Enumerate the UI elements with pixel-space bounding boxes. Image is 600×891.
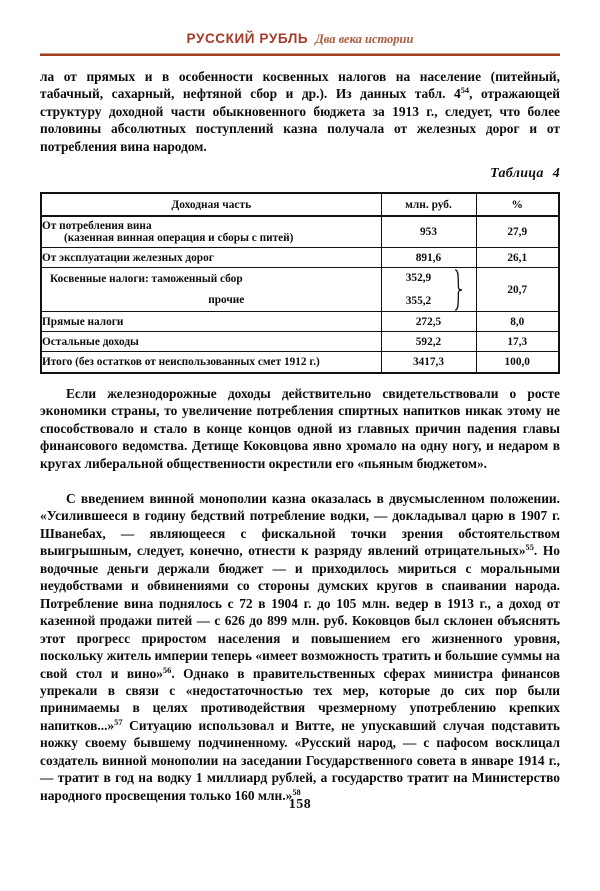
- row-value-total: 3417,3: [381, 352, 476, 374]
- row-value-direct-taxes: 272,5: [381, 312, 476, 332]
- table-row: [41, 332, 559, 352]
- paragraph-3-text-c: . Однако в правительственных сферах министра финансов упрекали в связи с «недостаточностью тех мер, которые до сих пор были принимаемы в целях противодействия чрезмерному употреблению крепких напитков...»: [40, 665, 560, 733]
- row-percent-direct-taxes: 8,0: [476, 312, 559, 332]
- row-label-other-income: Остальные доходы: [41, 332, 381, 352]
- paragraph-3-text-a: С введением винной монополии казна оказалась в двусмысленном положении. «Усилившееся в годину бедствий потребление водки, — докладывал царю в 1907 г. Шванебах, — являющееся с фискальной точки зрения обстоятельством выигрышным, следует, конечно, отнести к разряду явлений отрицательных»: [40, 491, 560, 559]
- revenue-table: [40, 192, 560, 374]
- footnote-ref-57: 57: [114, 717, 123, 727]
- paragraph-block-1: [40, 68, 560, 155]
- table-caption-number: 4: [552, 166, 560, 181]
- table-row-total: [41, 352, 559, 374]
- row-label-wine: [41, 216, 381, 248]
- row-label-railways: От эксплуатации железных дорог: [41, 248, 381, 268]
- curly-brace-icon: [454, 269, 464, 311]
- table-header-row: [41, 193, 559, 216]
- table-row: [41, 312, 559, 332]
- row-percent-railways: 26,1: [476, 248, 559, 268]
- table-caption-word: Таблица: [490, 166, 544, 181]
- row-values-indirect-taxes: [381, 268, 476, 312]
- paragraph-1: [40, 68, 560, 155]
- row-label-line1: От потребления вина: [42, 220, 152, 232]
- paragraph-block-2: [40, 385, 560, 472]
- paragraph-3-text-d: Ситуацию использовал и Витте, не упускавший случая подставить ножку своему бывшему подчиненному. «Русский народ, — с пафосом восклицал создатель винной монополии на заседании Государственного совета в январе 1914 г., — тратит в год на водку 1 миллиард рублей, а государство тратит на Министерство народного просвещения только 160 млн.»: [40, 717, 560, 803]
- footnote-ref-54: 54: [460, 86, 470, 96]
- row-label-direct-taxes: Прямые налоги: [41, 312, 381, 332]
- footnote-ref-55: 55: [525, 543, 534, 553]
- row-label-line2: (казенная винная операция и сборы с питей): [64, 232, 294, 244]
- paragraph-2: Если железнодорожные доходы действительно свидетельствовали о росте экономики страны, то увеличение потребления спиртных напитков никак этому не способствовало и стало в конце концов одной из главных причин падения главы финансового ведомства. Детище Коковцова явно хромало на одну ногу, и недаром в кругах либеральной общественности окрестили его «пьяным бюджетом».: [40, 386, 560, 471]
- row-label-total: Итого (без остатков от неиспользованных смет 1912 г.): [41, 352, 381, 374]
- paragraph-1-text-b: , отражающей структуру доходной части обыкновенного бюджета за 1913 г., следует, что более половины абсолютных поступлений казна получала от железных дорог и от потребления вина народом.: [40, 86, 561, 154]
- running-head-rule: [40, 53, 560, 56]
- row-label-indirect-taxes: [41, 268, 381, 312]
- row-value-other-indirect: 355,2: [405, 295, 432, 307]
- paragraph-3-text-b: . Но водочные деньги держали бюджет — и приходилось мириться с моральными неудобствами и обвинениями со стороны думских кругов в спаивании народа. Потребление вина поднялось с 72 в 1904 г. до 105 млн. ведер в 1913 г., а доход от казенной продажи питей — с 626 до 899 млн. руб. Коковцов был склонен объяснять этот прогресс приростом населения и повышением его жизненного уровня, поскольку житель империи теперь «имеет возможность тратить и большие суммы на свой стол и вино»: [40, 543, 560, 681]
- row-percent-indirect-taxes: 20,7: [476, 268, 559, 312]
- row-value-other-income: 592,2: [381, 332, 476, 352]
- paragraph-3: [40, 490, 560, 804]
- table-row: [41, 248, 559, 268]
- table-body: [41, 216, 559, 373]
- table-head: [41, 193, 559, 216]
- row-value-railways: 891,6: [381, 248, 476, 268]
- table-caption: [490, 166, 560, 182]
- column-header-value: млн. руб.: [381, 193, 476, 216]
- running-head-subtitle: Два века истории: [315, 32, 414, 46]
- paragraph-block-3: [40, 490, 560, 804]
- footnote-ref-58: 58: [292, 787, 301, 797]
- row-value-customs: 352,9: [405, 272, 432, 284]
- page-number: 158: [288, 797, 312, 812]
- table-row-braced: [41, 268, 559, 312]
- table-wrapper: [40, 192, 560, 374]
- row-label-line1: Косвенные налоги: таможенный сбор: [50, 273, 243, 285]
- row-percent-wine: 27,9: [476, 216, 559, 248]
- row-percent-total: 100,0: [476, 352, 559, 374]
- running-head-title: РУССКИЙ РУБЛЬ: [186, 31, 309, 46]
- column-header-label: Доходная часть: [41, 193, 381, 216]
- table-row: [41, 216, 559, 248]
- row-value-wine: 953: [381, 216, 476, 248]
- footnote-ref-56: 56: [162, 665, 172, 675]
- paragraph-1-text-a: ла от прямых и в особенности косвенных налогов на население (питейный, табачный, сахарный, нефтяной сбор и др.). Из данных табл. 4: [40, 69, 560, 102]
- row-percent-other-income: 17,3: [476, 332, 559, 352]
- column-header-percent: %: [476, 193, 559, 216]
- row-label-line2: прочие: [208, 294, 245, 306]
